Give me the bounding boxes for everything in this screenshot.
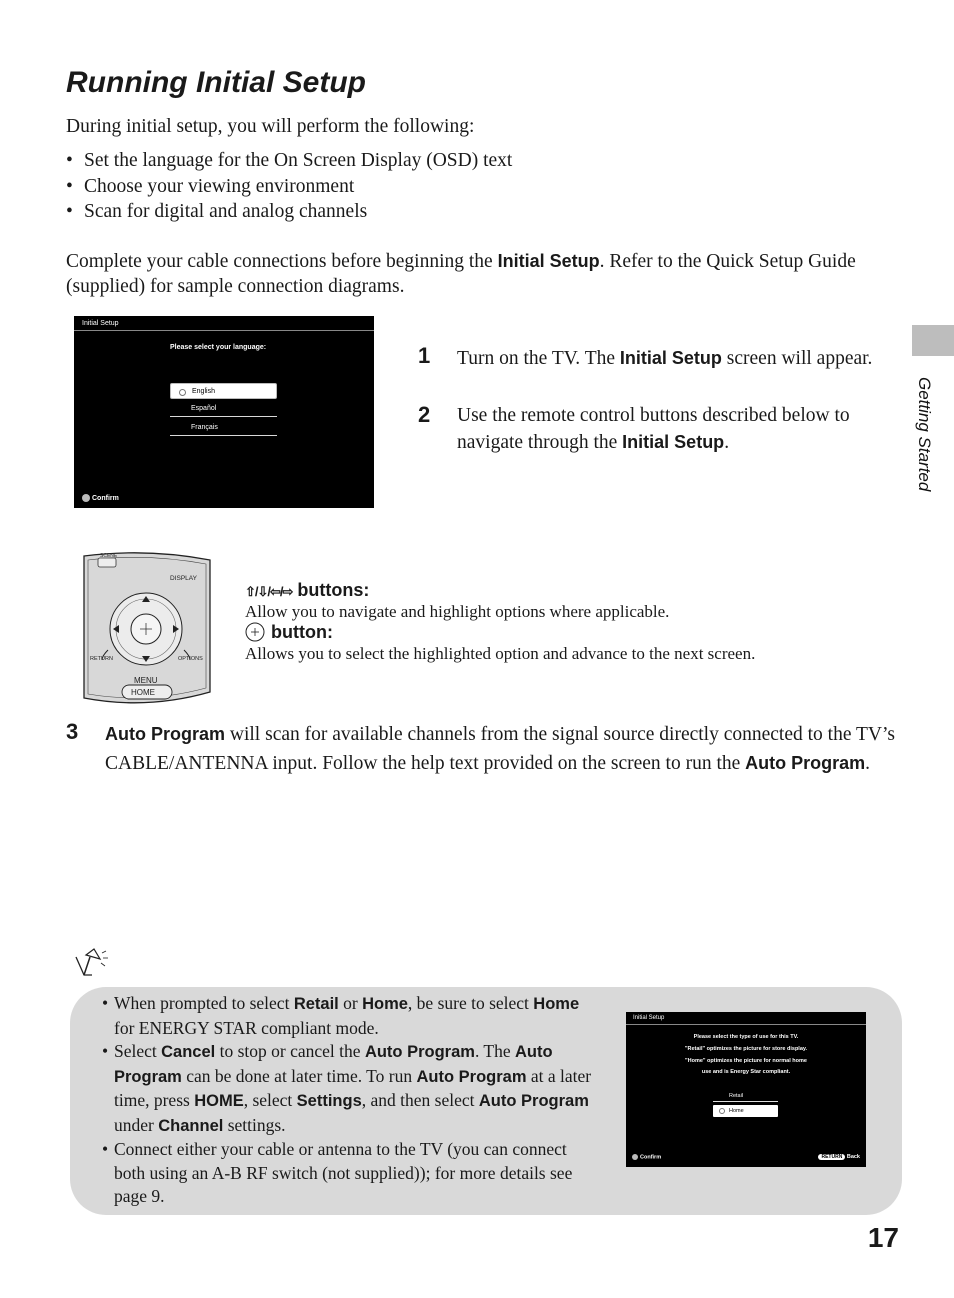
enter-icon xyxy=(245,622,265,642)
setup-tasks-list xyxy=(66,148,512,225)
list-item: • Set the language for the On Screen Display (OSD) text xyxy=(66,148,512,174)
step-2-number: 2 xyxy=(418,402,431,427)
screen-line: Please select the type of use for this TV. xyxy=(693,1034,799,1040)
option-espanol[interactable]: Español xyxy=(170,401,277,417)
option-english[interactable]: English xyxy=(170,383,277,399)
arrow-buttons-desc: Allow you to navigate and highlight options where applicable. xyxy=(245,602,670,621)
option-francais[interactable]: Français xyxy=(170,420,277,436)
list-item: • Scan for digital and analog channels xyxy=(66,199,512,225)
scene-label: SCENE xyxy=(100,553,118,559)
page-number: 17 xyxy=(867,1222,899,1253)
option-retail[interactable]: Retail xyxy=(713,1090,778,1102)
list-item: • Choose your viewing environment xyxy=(66,174,512,200)
page-title: Running Initial Setup xyxy=(66,66,366,99)
step-3-number: 3 xyxy=(66,719,79,744)
section-tab xyxy=(912,325,954,356)
screen-line: "Retail" optimizes the picture for store display. xyxy=(684,1046,808,1052)
confirm-hint: Confirm xyxy=(632,1154,661,1160)
enter-button-heading: button: xyxy=(245,622,865,643)
remote-illustration xyxy=(82,552,212,706)
arrow-buttons-heading: ⇧/⇩/⇦/⇨ buttons: xyxy=(245,580,370,600)
return-button-icon: RETURN xyxy=(818,1154,845,1160)
enter-button-desc: Allows you to select the highlighted option and advance to the next screen. xyxy=(245,644,756,663)
enter-icon xyxy=(632,1154,638,1160)
arrow-keys-icon: ⇧/⇩/⇦/⇨ xyxy=(245,584,293,599)
screen-line: use and is Energy Star compliant. xyxy=(701,1069,791,1075)
remote-description xyxy=(245,580,865,665)
return-label: RETURN xyxy=(90,656,113,662)
tip-item: • Connect either your cable or antenna to the TV (you can connect both using an A-B RF switch (not supplied)); for more details see page 9. xyxy=(102,1138,599,1209)
option-home[interactable]: Home xyxy=(713,1105,778,1117)
intro-text: During initial setup, you will perform the following: xyxy=(66,116,475,137)
tip-item: • When prompted to select Retail or Home, be sure to select Home for ENERGY STAR compliant mode. xyxy=(102,992,599,1040)
screen-line: "Home" optimizes the picture for normal home xyxy=(685,1058,807,1064)
enter-icon xyxy=(82,494,90,502)
confirm-hint: Confirm xyxy=(82,494,119,502)
back-hint: RETURN Back xyxy=(818,1154,860,1160)
screen-header: Initial Setup xyxy=(626,1012,866,1025)
connection-note: Complete your cable connections before beginning the Initial Setup. Refer to the Quick Setup Guide (supplied) for sample connection diagrams. xyxy=(66,251,856,297)
section-label: Getting Started xyxy=(915,377,934,492)
step-3-text: Auto Program will scan for available channels from the signal source directly connected to the TV’s CABLE/ANTENNA input. Follow the help text provided on the screen to run the Auto Program. xyxy=(105,724,896,774)
screen-header: Initial Setup xyxy=(74,316,374,331)
tip-item: • Select Cancel to stop or cancel the Auto Program. The Auto Program can be done at later time. To run Auto Program at a later time, press HOME, select Settings, and then select Auto Program under Channel settings. xyxy=(102,1040,599,1138)
tip-lamp-icon xyxy=(72,945,110,981)
radio-icon xyxy=(719,1108,725,1114)
menu-label: MENU xyxy=(134,676,158,685)
tip-list xyxy=(102,992,599,1209)
step-2-text: Use the remote control buttons described below to navigate through the Initial Setup. xyxy=(457,405,850,453)
language-screen xyxy=(74,316,374,508)
step-1-number: 1 xyxy=(418,343,431,368)
step-1-text: Turn on the TV. The Initial Setup screen will appear. xyxy=(457,348,873,369)
home-label: HOME xyxy=(131,688,155,697)
usage-type-screen xyxy=(626,1012,866,1167)
options-label: OPTIONS xyxy=(178,656,203,662)
screen-prompt: Please select your language: xyxy=(170,344,267,351)
radio-icon xyxy=(179,389,186,396)
display-label: DISPLAY xyxy=(170,575,197,582)
